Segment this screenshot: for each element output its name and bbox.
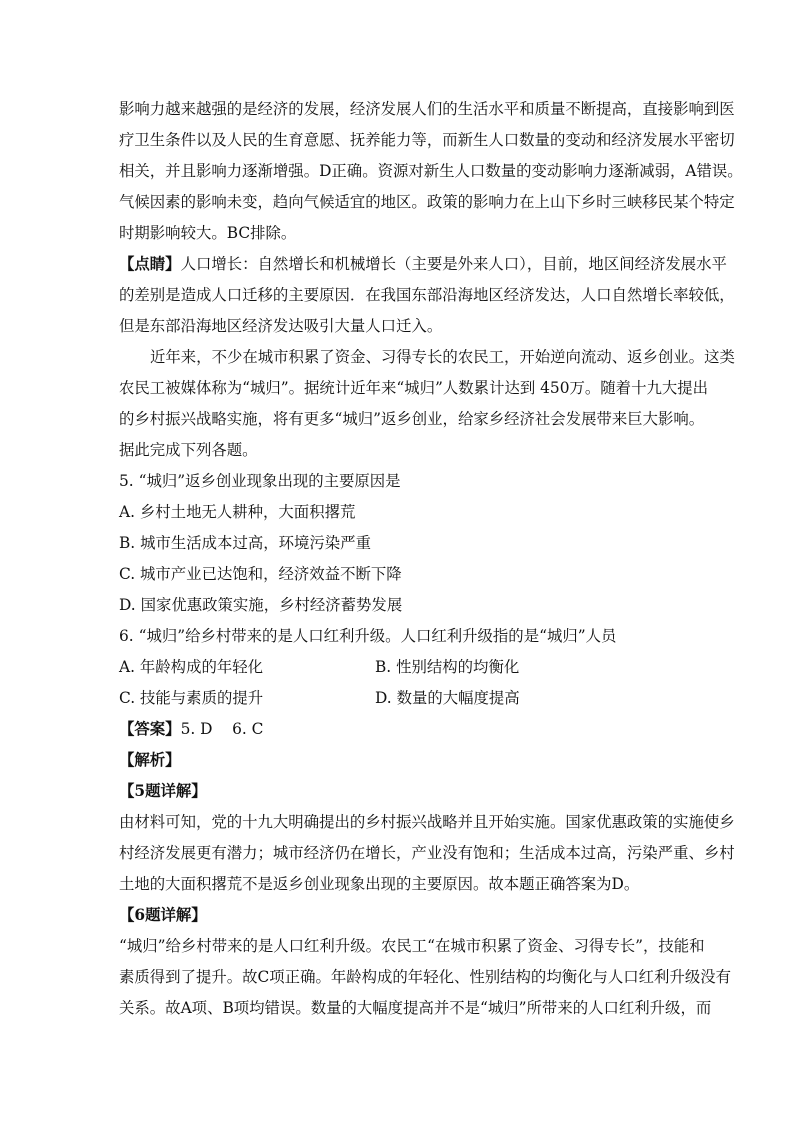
material-line: 农民工被媒体称为“城归”。据统计近年来“城归”人数累计达到 450万。随着十九大提出 [119, 379, 709, 397]
material-line: 据此完成下列各题。 [119, 441, 258, 459]
note-line: 的差别是造成人口迁移的主要原因．在我国东部沿海地区经济发达，人口自然增长率较低， [119, 286, 735, 304]
paragraph-line: 影响力越来越强的是经济的发展，经济发展人们的生活水平和质量不断提高，直接影响到医 [119, 100, 735, 118]
material-line: 近年来，不少在城市积累了资金、习得专长的农民工，开始逆向流动、返乡创业。这类 [150, 348, 735, 366]
paragraph-line: 时期影响较大。BC排除。 [119, 224, 297, 242]
question-6-option-a: A. 年龄构成的年轻化 [119, 658, 264, 676]
paragraph-line: 相关，并且影响力逐渐增强。D正确。资源对新生人口数量的变动影响力逐渐减弱，A错误。 [119, 162, 743, 180]
question-5-option-b: B. 城市生活成本过高，环境污染严重 [119, 534, 371, 552]
note-label: 【点睛】 [119, 255, 181, 273]
detail-5-label: 【5题详解】 [119, 782, 207, 800]
note-text: 人口增长：自然增长和机械增长（主要是外来人口），目前，地区间经济发展水平 [180, 255, 727, 273]
detail-5-line: 由材料可知，党的十九大明确提出的乡村振兴战略并且开始实施。国家优惠政策的实施使乡 [119, 813, 735, 831]
answer-label: 【答案】 [119, 720, 181, 738]
paragraph-line: 气候因素的影响未变，趋向气候适宜的地区。政策的影响力在上山下乡时三峡移民某个特定 [119, 193, 735, 211]
question-6-option-d: D. 数量的大幅度提高 [375, 689, 520, 707]
question-6-option-c: C. 技能与素质的提升 [119, 689, 264, 707]
analysis-label: 【解析】 [119, 751, 181, 769]
answer-line [119, 719, 679, 739]
question-5-stem: 5. “城归”返乡创业现象出现的主要原因是 [119, 472, 401, 490]
material-line: 的乡村振兴战略实施，将有更多“城归”返乡创业，给家乡经济社会发展带来巨大影响。 [119, 410, 705, 428]
question-6-option-b: B. 性别结构的均衡化 [375, 658, 520, 676]
detail-6-line: 素质得到了提升。故C项正确。年龄构成的年轻化、性别结构的均衡化与人口红利升级没有 [119, 968, 732, 986]
answer-text: 5. D 6. C [180, 720, 264, 738]
detail-5-line: 村经济发展更有潜力；城市经济仍在增长，产业没有饱和；生活成本过高，污染严重、乡村 [119, 844, 735, 862]
detail-5-line: 土地的大面积撂荒不是返乡创业现象出现的主要原因。故本题正确答案为D。 [119, 875, 640, 893]
question-5-option-a: A. 乡村土地无人耕种，大面积撂荒 [119, 503, 356, 521]
question-5-option-c: C. 城市产业已达饱和，经济效益不断下降 [119, 565, 402, 583]
note-line: 但是东部沿海地区经济发达吸引大量人口迁入。 [119, 317, 443, 335]
question-6-stem: 6. “城归”给乡村带来的是人口红利升级。人口红利升级指的是“城归”人员 [119, 627, 617, 645]
paragraph-line: 疗卫生条件以及人民的生育意愿、抚养能力等，而新生人口数量的变动和经济发展水平密切 [119, 131, 735, 149]
note-line [119, 254, 727, 274]
question-5-option-d: D. 国家优惠政策实施，乡村经济蓄势发展 [119, 596, 403, 614]
detail-6-line: “城归”给乡村带来的是人口红利升级。农民工“在城市积累了资金、习得专长”，技能和 [119, 937, 705, 955]
detail-6-label: 【6题详解】 [119, 906, 207, 924]
detail-6-line: 关系。故A项、B项均错误。数量的大幅度提高并不是“城归”所带来的人口红利升级，而 [119, 999, 712, 1017]
